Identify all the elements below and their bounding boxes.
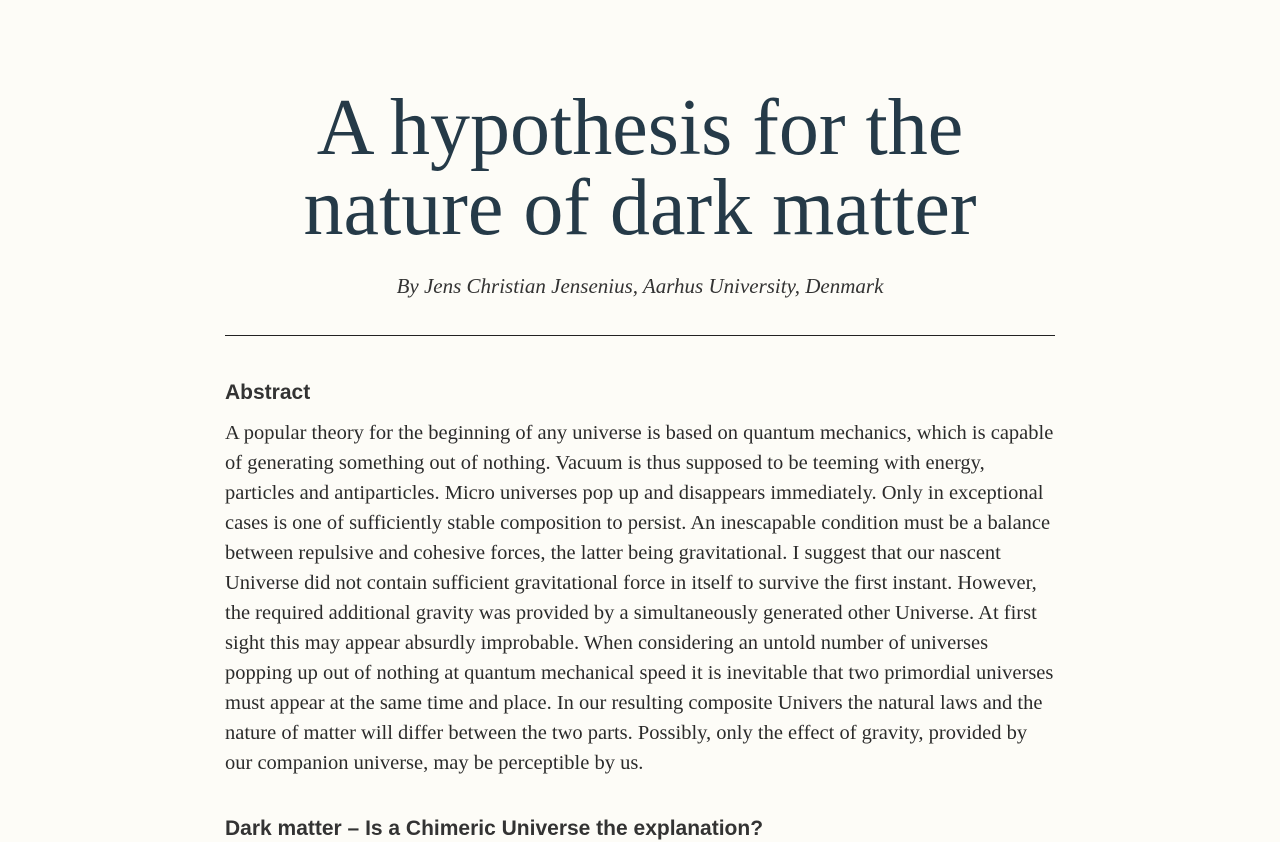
title-line-1: A hypothesis for the: [316, 84, 964, 172]
divider: [225, 335, 1055, 336]
byline: By Jens Christian Jensenius, Aarhus University, Denmark: [396, 274, 884, 298]
article-title: [225, 84, 1055, 252]
title-line-2: nature of dark matter: [303, 164, 977, 252]
abstract-paragraph: A popular theory for the beginning of any universe is based on quantum mechanics, which is capable of generating something out of nothing. Vacuum is thus supposed to be teeming with energy, particles and antiparticles. Micro universes pop up and disappears immediately. Only in exceptional cases is one of sufficiently stable composition to persist. An inescapable condition must be a balance between repulsive and cohesive forces, the latter being gravitational. I suggest that our nascent Universe did not contain sufficient gravitational force in itself to survive the first instant. However, the required additional gravity was provided by a simultaneously generated other Universe. At first sight this may appear absurdly improbable. When considering an untold number of universes popping up out of nothing at quantum mechanical speed it is inevitable that two primordial universes must appear at the same time and place. In our resulting composite Univers the natural laws and the nature of matter will differ between the two parts. Possibly, only the effect of gravity, provided by our companion universe, may be perceptible by us.: [225, 422, 1054, 774]
section-heading: Dark matter – Is a Chimeric Universe the explanation?: [225, 817, 764, 840]
article: [225, 0, 1055, 842]
abstract-heading: Abstract: [225, 381, 311, 404]
